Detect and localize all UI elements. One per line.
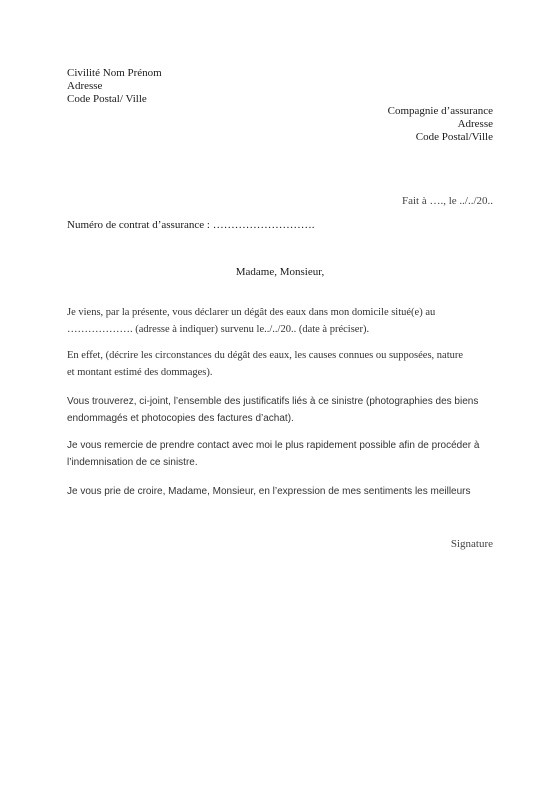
contract-number-line: Numéro de contrat d’assurance : ……………………….	[67, 219, 315, 231]
recipient-postal-city: Code Postal/Ville	[415, 131, 493, 143]
paragraph-line: Vous trouverez, ci-joint, l’ensemble des justificatifs liés à ce sinistre (photographies des biens	[67, 396, 479, 407]
signature-label: Signature	[450, 538, 493, 550]
sender-postal-city: Code Postal/ Ville	[67, 93, 147, 105]
recipient-block	[388, 105, 493, 144]
paragraph-attachments	[67, 393, 497, 427]
salutation: Madame, Monsieur,	[235, 266, 325, 278]
paragraph-contact-request	[67, 437, 497, 471]
paragraph-line: Je viens, par la présente, vous déclarer un dégât des eaux dans mon domicile situé(e) au	[67, 307, 436, 318]
paragraph-closing	[67, 483, 497, 500]
sender-block	[67, 67, 162, 106]
paragraph-line: ………………. (adresse à indiquer) survenu le../../20.. (date à préciser).	[67, 324, 370, 335]
paragraph-line: Je vous remercie de prendre contact avec moi le plus rapidement possible afin de procéder à	[67, 440, 480, 451]
recipient-address: Adresse	[457, 118, 493, 130]
paragraph-line: et montant estimé des dommages).	[67, 367, 213, 378]
sender-address: Adresse	[67, 80, 103, 92]
paragraph-line: l’indemnisation de ce sinistre.	[67, 457, 198, 468]
paragraph-circumstances	[67, 347, 497, 381]
sender-name: Civilité Nom Prénom	[67, 67, 162, 79]
paragraph-declaration	[67, 304, 497, 338]
paragraph-line: Je vous prie de croire, Madame, Monsieur, en l’expression de mes sentiments les meilleurs	[67, 486, 471, 497]
recipient-company: Compagnie d’assurance	[387, 105, 493, 117]
date-place-line: Fait à …., le ../../20..	[401, 195, 493, 207]
paragraph-line: endommagés et photocopies des factures d’achat).	[67, 413, 294, 424]
paragraph-line: En effet, (décrire les circonstances du dégât des eaux, les causes connues ou supposées, nature	[67, 350, 464, 361]
